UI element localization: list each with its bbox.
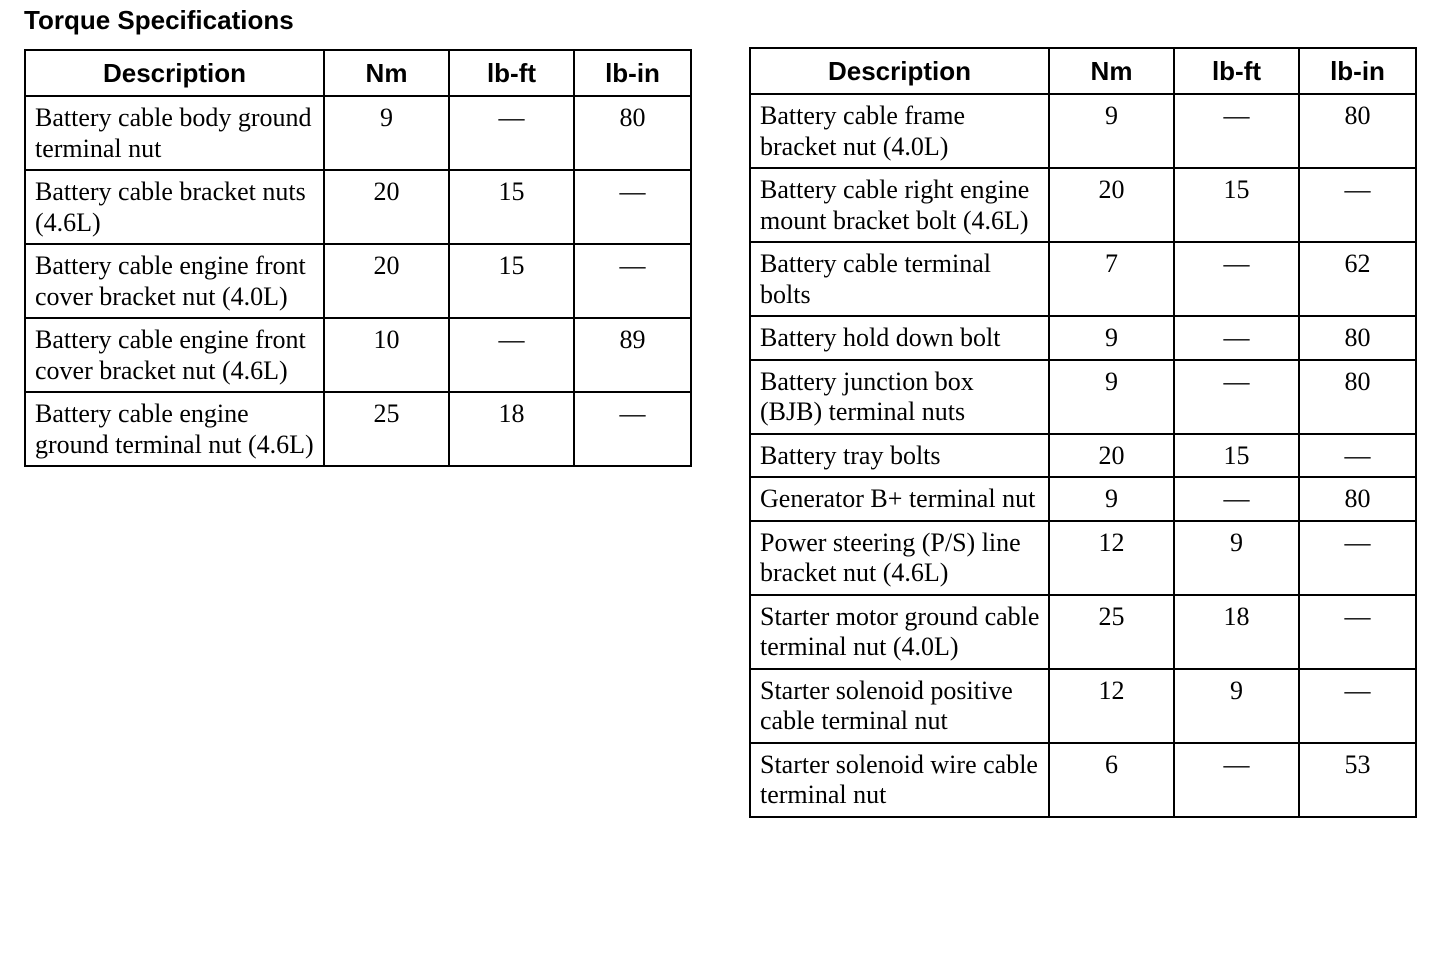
table-row: [750, 477, 1416, 521]
lbin-cell: 89: [574, 318, 691, 392]
page-title: Torque Specifications: [24, 5, 294, 35]
lbft-cell: —: [449, 96, 574, 170]
lbft-cell: 18: [1174, 595, 1299, 669]
header-nm: Nm: [324, 50, 449, 96]
torque-table-left: [24, 49, 692, 467]
description-cell: Battery hold down bolt: [750, 316, 1049, 360]
lbft-cell: —: [1174, 94, 1299, 168]
header-description: Description: [25, 50, 324, 96]
lbft-cell: 9: [1174, 669, 1299, 743]
description-cell: Battery cable right engine mount bracket bolt (4.6L): [750, 168, 1049, 242]
nm-cell: 20: [1049, 168, 1174, 242]
table-row: [750, 168, 1416, 242]
nm-cell: 25: [324, 392, 449, 466]
nm-cell: 9: [1049, 316, 1174, 360]
table-header-row: [750, 48, 1416, 94]
lbft-cell: —: [1174, 360, 1299, 434]
nm-cell: 12: [1049, 521, 1174, 595]
nm-cell: 20: [1049, 434, 1174, 478]
description-cell: Starter motor ground cable terminal nut (4.0L): [750, 595, 1049, 669]
header-lbft: lb-ft: [1174, 48, 1299, 94]
lbft-cell: —: [1174, 743, 1299, 817]
table-row: [25, 244, 691, 318]
table-row: [750, 94, 1416, 168]
lbft-cell: 18: [449, 392, 574, 466]
table-row: [750, 360, 1416, 434]
nm-cell: 10: [324, 318, 449, 392]
lbft-cell: 15: [1174, 168, 1299, 242]
description-cell: Battery cable frame bracket nut (4.0L): [750, 94, 1049, 168]
table-row: [750, 434, 1416, 478]
table-row: [750, 242, 1416, 316]
table-row: [750, 595, 1416, 669]
lbin-cell: 62: [1299, 242, 1416, 316]
table-row: [25, 318, 691, 392]
lbin-cell: 80: [1299, 94, 1416, 168]
lbft-cell: —: [1174, 477, 1299, 521]
description-cell: Battery junction box (BJB) terminal nuts: [750, 360, 1049, 434]
description-cell: Generator B+ terminal nut: [750, 477, 1049, 521]
nm-cell: 12: [1049, 669, 1174, 743]
description-cell: Starter solenoid wire cable terminal nut: [750, 743, 1049, 817]
torque-table-right: [749, 47, 1417, 818]
nm-cell: 9: [1049, 94, 1174, 168]
nm-cell: 20: [324, 170, 449, 244]
lbft-cell: —: [1174, 242, 1299, 316]
lbin-cell: —: [574, 244, 691, 318]
table-row: [25, 96, 691, 170]
lbin-cell: —: [1299, 595, 1416, 669]
lbin-cell: —: [1299, 521, 1416, 595]
lbin-cell: —: [574, 170, 691, 244]
lbft-cell: 9: [1174, 521, 1299, 595]
nm-cell: 9: [1049, 360, 1174, 434]
description-cell: Battery cable body ground terminal nut: [25, 96, 324, 170]
description-cell: Battery cable engine front cover bracket nut (4.6L): [25, 318, 324, 392]
description-cell: Battery cable engine front cover bracket nut (4.0L): [25, 244, 324, 318]
nm-cell: 9: [324, 96, 449, 170]
nm-cell: 25: [1049, 595, 1174, 669]
lbin-cell: 80: [574, 96, 691, 170]
description-cell: Starter solenoid positive cable terminal nut: [750, 669, 1049, 743]
table-row: [750, 316, 1416, 360]
lbin-cell: —: [1299, 434, 1416, 478]
lbin-cell: —: [1299, 669, 1416, 743]
table-header-row: [25, 50, 691, 96]
header-lbin: lb-in: [574, 50, 691, 96]
table-row: [750, 669, 1416, 743]
header-description: Description: [750, 48, 1049, 94]
header-lbft: lb-ft: [449, 50, 574, 96]
table-row: [25, 392, 691, 466]
nm-cell: 9: [1049, 477, 1174, 521]
lbft-cell: —: [1174, 316, 1299, 360]
lbft-cell: —: [449, 318, 574, 392]
table-row: [25, 170, 691, 244]
table-row: [750, 521, 1416, 595]
nm-cell: 20: [324, 244, 449, 318]
table-row: [750, 743, 1416, 817]
header-nm: Nm: [1049, 48, 1174, 94]
lbft-cell: 15: [449, 170, 574, 244]
header-lbin: lb-in: [1299, 48, 1416, 94]
lbft-cell: 15: [449, 244, 574, 318]
description-cell: Battery cable bracket nuts (4.6L): [25, 170, 324, 244]
description-cell: Battery cable engine ground terminal nut (4.6L): [25, 392, 324, 466]
nm-cell: 6: [1049, 743, 1174, 817]
lbft-cell: 15: [1174, 434, 1299, 478]
description-cell: Battery cable terminal bolts: [750, 242, 1049, 316]
lbin-cell: 80: [1299, 316, 1416, 360]
lbin-cell: —: [1299, 168, 1416, 242]
lbin-cell: 53: [1299, 743, 1416, 817]
lbin-cell: 80: [1299, 477, 1416, 521]
description-cell: Battery tray bolts: [750, 434, 1049, 478]
lbin-cell: —: [574, 392, 691, 466]
description-cell: Power steering (P/S) line bracket nut (4.6L): [750, 521, 1049, 595]
nm-cell: 7: [1049, 242, 1174, 316]
lbin-cell: 80: [1299, 360, 1416, 434]
